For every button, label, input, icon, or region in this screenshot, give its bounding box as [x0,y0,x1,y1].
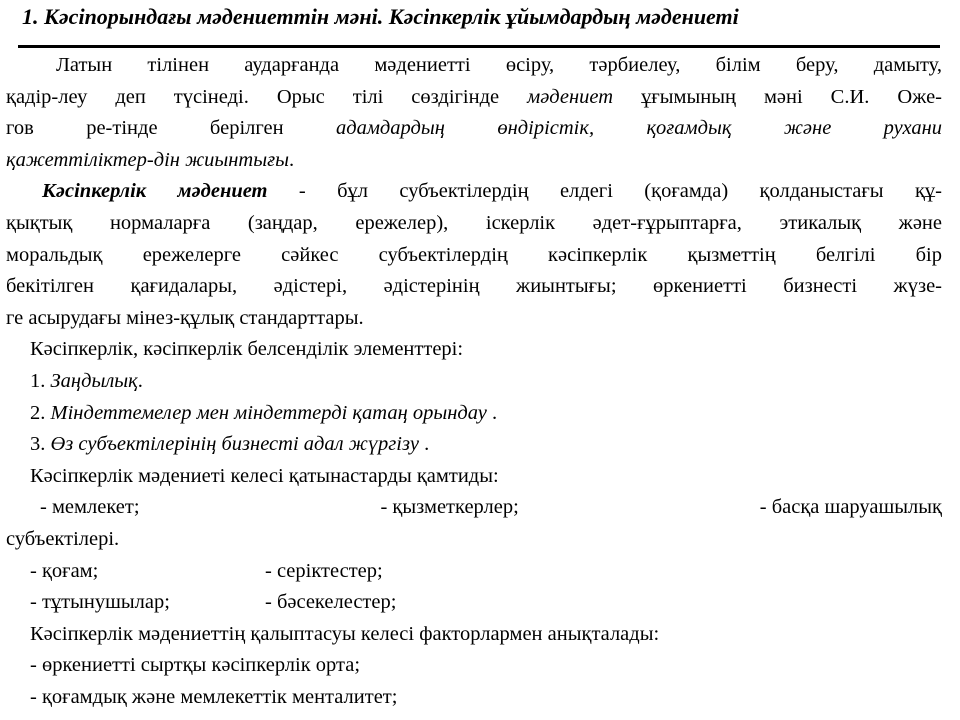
element-item [6,398,942,430]
paragraph-1-line-3 [6,113,942,145]
participants-continuation: субъектілері. [6,527,120,550]
paragraph-1-text: ұғымының мәні С.И. Оже- [613,85,942,108]
list-item-text: Міндеттемелер мен міндеттерді қатаң орындау [50,401,487,424]
list-number: 2. [30,401,51,424]
participant-item: - тұтынушылар; [30,591,170,614]
paragraph-2-text: ге асырудағы мінез-құлық стандарттары. [6,306,364,329]
list-item-text: Заңдылық [50,369,138,392]
paragraph-2-line-1 [6,176,942,208]
list-item-tail: . [418,433,430,456]
definition-text: адамдардың өндірістік, қоғамдық және рухани [335,117,942,140]
participants-row [6,587,942,619]
participant-item: - серіктестер; [265,559,383,582]
paragraph-1-line-4 [6,145,942,177]
list-item-tail: . [486,401,498,424]
paragraph-2-line-3 [6,240,942,272]
factors-heading: Кәсіпкерлік мәдениеттің қалыптасуы келесі факторлармен анықталады: [30,622,660,645]
list-number: 3. [30,433,51,456]
list-item-text: Өз субъектілерінің бизнесті адал жүргізу [50,433,419,456]
factor-item: - қоғамдық және мемлекеттік менталитет; [30,685,398,708]
paragraph-2-line-5 [6,303,942,335]
paragraph-2-text: - бұл субъектілердің елдегі (қоғамда) қолданыстағы құ- [267,180,942,203]
paragraph-1-line-2 [6,82,942,114]
participant-item: - бәсекелестер; [265,591,397,614]
paragraph-1-text: . [289,148,295,171]
elements-heading: Кәсіпкерлік, кәсіпкерлік белсенділік элементтері: [30,338,464,361]
paragraph-1-text: қадір-леу деп түсінеді. Орыс тілі сөздігінде [6,85,528,108]
term-kasipkerlik-madeniet: Кәсіпкерлік мәдениет [42,180,268,203]
list-number: 1. [30,369,51,392]
paragraph-2-text: моральдық ережелерге сәйкес субъектілердің кәсіпкерлік қызметтің белгілі бір [6,243,942,266]
participant-item: - қызметкерлер; [380,496,519,519]
factor-item: - өркениетті сыртқы кәсіпкерлік орта; [30,654,361,677]
paragraph-2-text: бекітілген қағидалары, әдістері, әдістерінің жиынтығы; өркениетті бизнесті жүзе- [6,275,942,298]
participants-heading: Кәсіпкерлік мәдениеті келесі қатынастарды қамтиды: [30,464,499,487]
title-divider [18,45,940,48]
paragraph-1-text: Латын тілінен аударғанда мәдениетті өсіру, тәрбиелеу, білім беру, дамыту, [56,54,942,76]
paragraph-2-text: қықтық нормаларға (заңдар, ережелер), іскерлік әдет-ғұрыптарға, этикалық және [6,211,942,234]
participant-item: - қоғам; [30,559,99,582]
term-madeniet: мәдениет [527,85,614,108]
element-item [6,366,942,398]
paragraph-2-line-2 [6,208,942,240]
slide-body [6,50,942,713]
list-item-tail: . [137,369,143,392]
participant-item: - басқа шаруашылық [759,496,942,519]
participant-item: - мемлекет; [40,496,140,519]
paragraph-1-line-1 [6,50,942,82]
participants-row [6,556,942,588]
slide-title: 1. Кәсіпорындағы мәдениеттін мәні. Кәсіпкерлік ұйымдардың мәдениеті [22,4,739,29]
element-item [6,429,942,461]
participants-row [6,492,942,524]
paragraph-2-line-4 [6,271,942,303]
definition-text: қажеттіліктер-дін жиынтығы [6,148,290,171]
paragraph-1-text: гов ре-тінде берілген [6,117,336,140]
